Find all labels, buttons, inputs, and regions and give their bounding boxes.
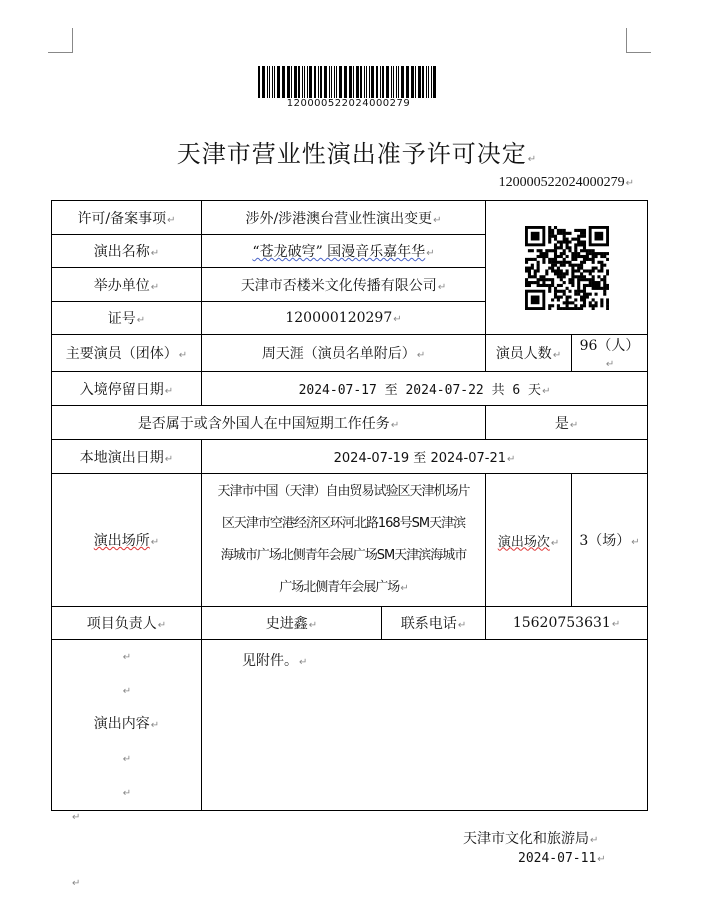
venue-value xyxy=(202,474,486,607)
phone-value: 15620753631↵ xyxy=(486,607,648,640)
table-row xyxy=(52,640,648,811)
paragraph-mark: ↵ xyxy=(72,812,81,823)
issuer: 天津市文化和旅游局↵ xyxy=(463,831,599,847)
show-count-label: 演出场次↵ xyxy=(486,474,572,607)
permit-item-value: 涉外/涉港澳台营业性演出变更↵ xyxy=(202,201,486,235)
manager-value: 史进鑫↵ xyxy=(202,607,382,640)
table-row xyxy=(52,406,648,440)
show-name-label: 演出名称↵ xyxy=(52,235,202,268)
issue-date: 2024-07-11↵ xyxy=(518,851,606,866)
venue-line: 天津市中国（天津）自由贸易试验区天津机场片 xyxy=(217,483,470,499)
permit-table xyxy=(51,200,648,811)
venue-line: 区天津市空港经济区环河北路168号SM天津滨 xyxy=(221,515,466,531)
table-row xyxy=(52,607,648,640)
barcode-icon xyxy=(257,66,440,98)
performers-label: 主要演员（团体）↵ xyxy=(52,335,202,372)
barcode-number: 120000522024000279 xyxy=(286,98,411,109)
venue-line: 广场北侧青年会展广场↵ xyxy=(279,579,408,595)
qr-code-icon xyxy=(486,201,648,335)
table-row xyxy=(52,474,648,607)
stay-dates-value: 2024-07-17 至 2024-07-22 共 6 天↵ xyxy=(202,372,648,406)
show-name-value: “苍龙破穹” 国漫音乐嘉年华↵ xyxy=(202,235,486,268)
table-row xyxy=(52,440,648,474)
table-row xyxy=(52,372,648,406)
performers-value: 周天涯（演员名单附后）↵ xyxy=(202,335,486,372)
cert-no-label: 证号↵ xyxy=(52,302,202,335)
local-dates-label: 本地演出日期↵ xyxy=(52,440,202,474)
show-count-value: 3（场）↵ xyxy=(572,474,648,607)
table-row xyxy=(52,335,648,372)
content-label: ↵ ↵ 演出内容↵ ↵ ↵ xyxy=(52,640,202,811)
page-title: 天津市营业性演出准予许可决定↵ xyxy=(176,140,538,168)
venue-line: 海城市广场北侧青年会展广场SM天津滨海城市 xyxy=(220,547,467,563)
venue-label: 演出场所↵ xyxy=(52,474,202,607)
page-corner-mark-top-left xyxy=(48,28,73,53)
cert-no-value: 120000120297↵ xyxy=(202,302,486,335)
performer-count-label: 演员人数↵ xyxy=(486,335,572,372)
permit-item-label: 许可/备案事项↵ xyxy=(52,201,202,235)
short-term-label: 是否属于或含外国人在中国短期工作任务↵ xyxy=(52,406,486,440)
paragraph-mark: ↵ xyxy=(72,878,81,889)
content-value: 见附件。↵ xyxy=(202,640,648,811)
table-row xyxy=(52,201,648,235)
organizer-label: 举办单位↵ xyxy=(52,268,202,302)
organizer-value: 天津市否楼米文化传播有限公司↵ xyxy=(202,268,486,302)
page-corner-mark-top-right xyxy=(626,28,651,53)
stay-dates-label: 入境停留日期↵ xyxy=(52,372,202,406)
phone-label: 联系电话↵ xyxy=(382,607,486,640)
local-dates-value: 2024-07-19 至 2024-07-21↵ xyxy=(202,440,648,474)
manager-label: 项目负责人↵ xyxy=(52,607,202,640)
short-term-value: 是↵ xyxy=(486,406,648,440)
document-number: 120000522024000279↵ xyxy=(498,175,634,190)
performer-count-value: 96（人）↵ xyxy=(572,335,648,372)
